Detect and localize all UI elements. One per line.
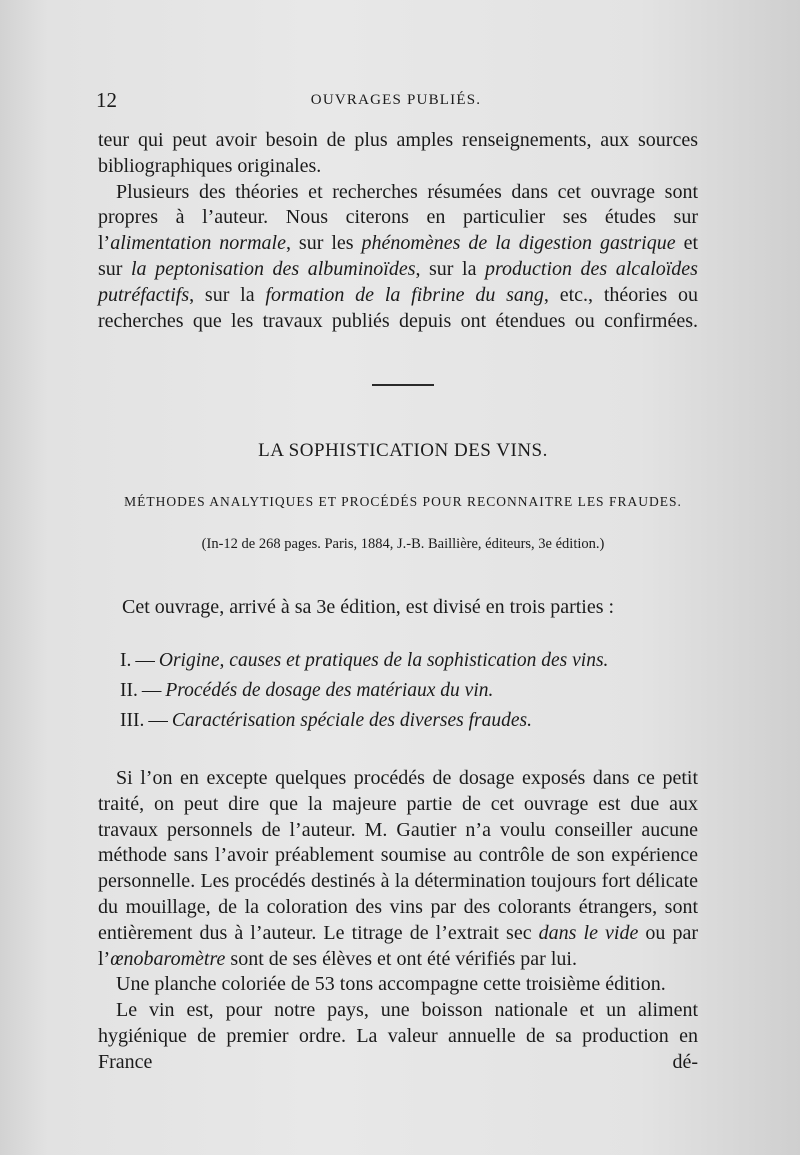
planche-paragraph: Une planche coloriée de 53 tons accompagne cette troisième édition. [116, 973, 666, 996]
top-text-block [98, 128, 698, 334]
italic-digestion: phénomènes de la digestion gastrique [361, 232, 676, 255]
part-dash: — [141, 680, 162, 701]
italic-alimentation: alimentation normale [110, 232, 286, 255]
part-dash: — [135, 650, 155, 671]
parts-intro: Cet ouvrage, arrivé à sa 3e édition, est divisé en trois parties : [122, 596, 615, 618]
part-dash: — [148, 710, 168, 731]
part-numeral: III. [120, 710, 145, 731]
book-subtitle: MÉTHODES ANALYTIQUES ET PROCÉDÉS POUR RECONNAITRE LES FRAUDES. [124, 494, 682, 509]
part-item [120, 680, 608, 710]
continuation-paragraph: teur qui peut avoir besoin de plus amples renseignements, aux sources bibliographiques originales. [98, 129, 698, 177]
part-item [120, 650, 608, 680]
running-header [96, 88, 696, 114]
part-title: Caractérisation spéciale des diverses fraudes. [171, 710, 533, 731]
part-numeral: I. [120, 650, 132, 671]
italic-alcaloides: production des alcaloïdes putréfactifs [98, 257, 698, 306]
part-numeral: II. [120, 680, 138, 701]
book-title: LA SOPHISTICATION DES VINS. [258, 440, 548, 461]
italic-dans-le-vide: dans le vide [538, 921, 639, 944]
part-title: Origine, causes et pratiques de la sophistication des vins. [158, 650, 609, 671]
running-title: OUVRAGES PUBLIÉS. [310, 92, 482, 108]
vin-paragraph: Le vin est, pour notre pays, une boisson nationale et un aliment hygiénique de premier ordre. La valeur annuelle de sa production en France dé- [98, 999, 698, 1073]
gautier-paragraph: Si l’on en excepte quelques procédés de dosage exposés dans ce petit traité, on peut dire que la majeure partie de cet ouvrage est due aux travaux personnels de l’auteur. M. Gautier n’a voulu conseiller aucune méthode sans l’avoir préablement soumise au contrôle de son expérience personnelle. Les procédés destinés à la détermination toujours fort délicate du mouillage, de la coloration des vins par des colorants étrangers, sont entièrement dus à l’auteur. Le titrage de l’extrait sec dans le vide ou par l’œnobaromètre sont de ses élèves et ont été vérifiés par lui. [98, 767, 699, 970]
parts-list [120, 650, 608, 740]
italic-fibrine: formation de la fibrine du sang [265, 283, 544, 306]
bottom-text-block [98, 766, 698, 1076]
part-title: Procédés de dosage des matériaux du vin. [165, 680, 494, 701]
publication-info: (In-12 de 268 pages. Paris, 1884, J.-B. Baillière, éditeurs, 3e édition.) [201, 536, 605, 552]
page-number: 12 [96, 88, 117, 112]
author-studies-paragraph: Plusieurs des théories et recherches résumées dans cet ouvrage sont propres à l’auteur. Nous citerons en particulier ses études sur l’alimentation normale, sur les phénomènes de la digestion gastrique et sur la peptonisation des albuminoïdes, sur la production des alcaloïdes putréfactifs, sur la formation de la fibrine du sang, etc., théories ou recherches que les travaux publiés depuis ont étendues ou confirmées. [98, 180, 698, 332]
section-divider [372, 384, 434, 386]
italic-peptonisation: la peptonisation des albuminoïdes [130, 257, 416, 280]
italic-oenobarometre: œnobaromètre [110, 947, 226, 970]
part-item [120, 710, 608, 740]
